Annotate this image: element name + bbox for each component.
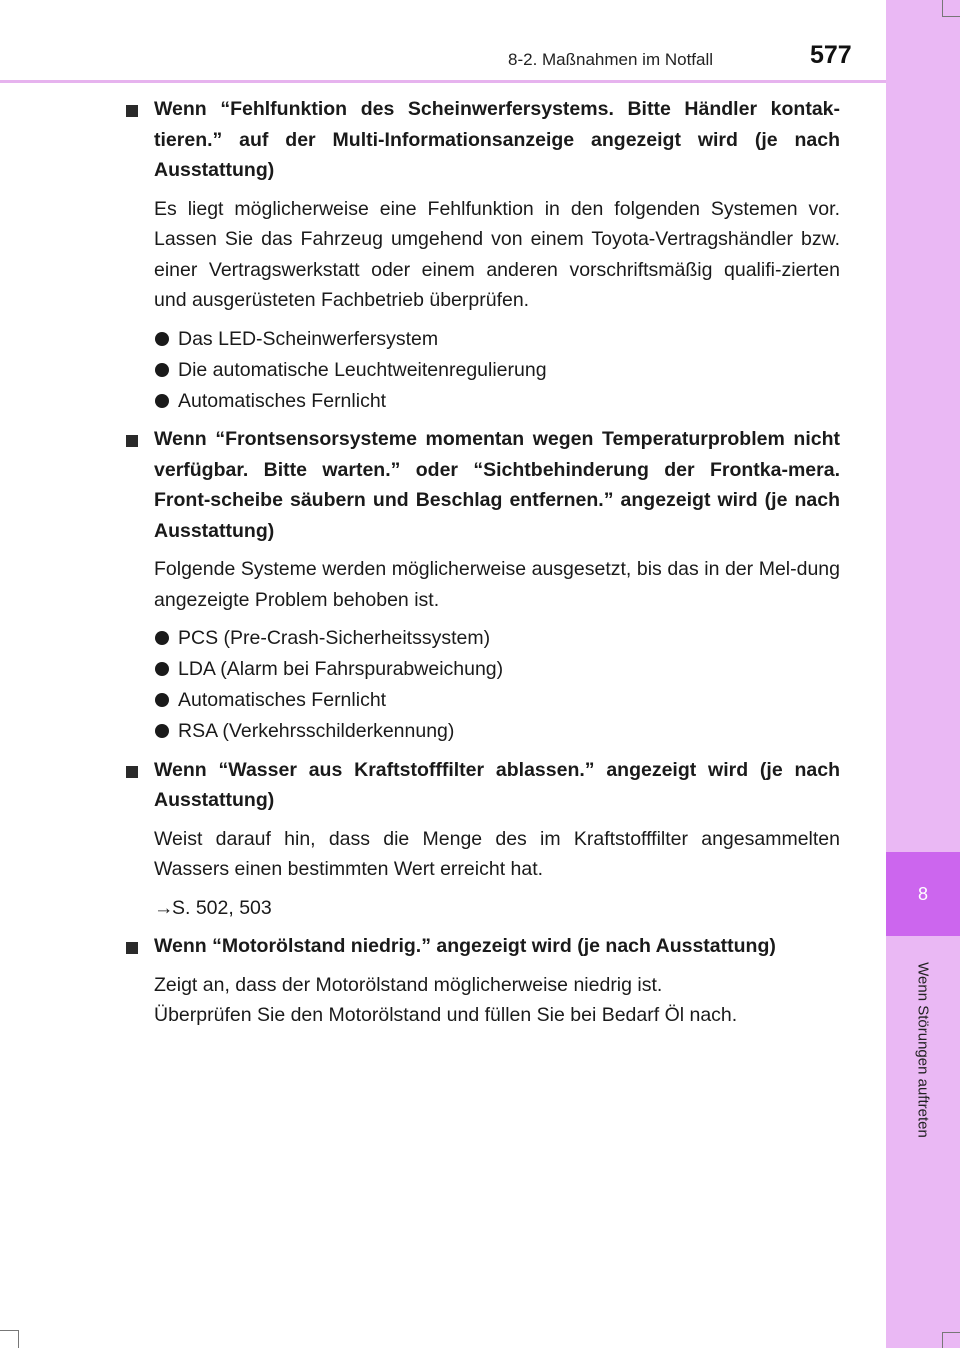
list-item: LDA (Alarm bei Fahrspurabweichung) — [154, 654, 840, 685]
bullet-icon — [155, 724, 169, 738]
section-text: Zeigt an, dass der Motorölstand möglicherweise niedrig ist. — [154, 973, 663, 996]
square-bullet-icon — [126, 435, 138, 447]
bullet-icon — [155, 363, 169, 377]
list-item: RSA (Verkehrsschilderkennung) — [154, 716, 840, 747]
section-oil-level-low — [124, 931, 840, 1031]
chapter-tab[interactable] — [886, 852, 960, 936]
crop-mark — [942, 1332, 960, 1333]
crop-mark — [942, 1332, 943, 1348]
crop-mark — [942, 16, 960, 17]
crop-mark — [0, 1330, 18, 1331]
list-item: PCS (Pre-Crash-Sicherheitssystem) — [154, 623, 840, 654]
section-headlight-malfunction — [124, 94, 840, 416]
section-fuel-filter-water — [124, 755, 840, 924]
square-bullet-icon — [126, 105, 138, 117]
bullet-icon — [155, 662, 169, 676]
chapter-title: Wenn Störungen auftreten — [914, 962, 932, 1138]
page-number: 577 — [810, 41, 852, 69]
list-item: Automatisches Fernlicht — [154, 685, 840, 716]
crop-mark — [942, 0, 943, 16]
list-item: Das LED-Scheinwerfersystem — [154, 324, 840, 355]
crop-mark — [18, 1330, 19, 1348]
square-bullet-icon — [126, 766, 138, 778]
bullet-list — [124, 324, 840, 417]
bullet-icon — [155, 332, 169, 346]
section-text-2: Überprüfen Sie den Motorölstand und füllen Sie bei Bedarf Öl nach. — [154, 1004, 738, 1026]
page-content — [124, 94, 840, 1039]
list-item: Automatisches Fernlicht — [154, 386, 840, 417]
section-heading: Wenn “Wasser aus Kraftstofffilter ablassen.” angezeigt wird (je nach Ausstattung) — [124, 755, 840, 816]
square-bullet-icon — [126, 942, 138, 954]
section-heading: Wenn “Motorölstand niedrig.” angezeigt wird (je nach Ausstattung) — [124, 931, 840, 962]
section-heading: Wenn “Frontsensorsysteme momentan wegen Temperaturproblem nicht verfügbar. Bitte warten.” oder “Sichtbehinderung der Frontka-mera. Front-scheibe säubern und Beschlag entfernen.” angezeigt wird (je nach Ausstattung) — [124, 424, 840, 546]
bullet-list — [124, 623, 840, 747]
bullet-icon — [155, 631, 169, 645]
section-text: Folgende Systeme werden möglicherweise ausgesetzt, bis das in der Mel-dung angezeigte Problem behoben ist. — [154, 558, 840, 611]
section-text: Es liegt möglicherweise eine Fehlfunktion in den folgenden Systemen vor. Lassen Sie das Fahrzeug umgehend von einem Toyota-Vertragshändler bzw. einer Vertragswerkstatt oder einem anderen vorschriftsmäßig qualifi-zierten und ausgerüsteten Fachbetrieb überprüfen. — [154, 197, 840, 311]
chapter-number: 8 — [917, 883, 928, 904]
bullet-icon — [155, 394, 169, 408]
section-front-sensor — [124, 424, 840, 747]
right-arrow-icon: → — [154, 896, 174, 919]
header-rule — [0, 80, 886, 83]
page-reference[interactable] — [124, 893, 840, 924]
list-item: Die automatische Leuchtweitenregulierung — [154, 355, 840, 386]
section-title: 8-2. Maßnahmen im Notfall — [508, 50, 714, 69]
chapter-sidebar — [886, 0, 960, 1348]
section-text: Weist darauf hin, dass die Menge des im Kraftstofffilter angesammelten Wassers einen bestimmten Wert erreicht hat. — [154, 827, 840, 880]
page-header — [0, 0, 886, 80]
bullet-icon — [155, 693, 169, 707]
section-heading: Wenn “Fehlfunktion des Scheinwerfersystems. Bitte Händler kontak-tieren.” auf der Multi-Informationsanzeige angezeigt wird (je nach Ausstattung) — [124, 94, 840, 186]
reference-text: S. 502, 503 — [172, 896, 272, 919]
